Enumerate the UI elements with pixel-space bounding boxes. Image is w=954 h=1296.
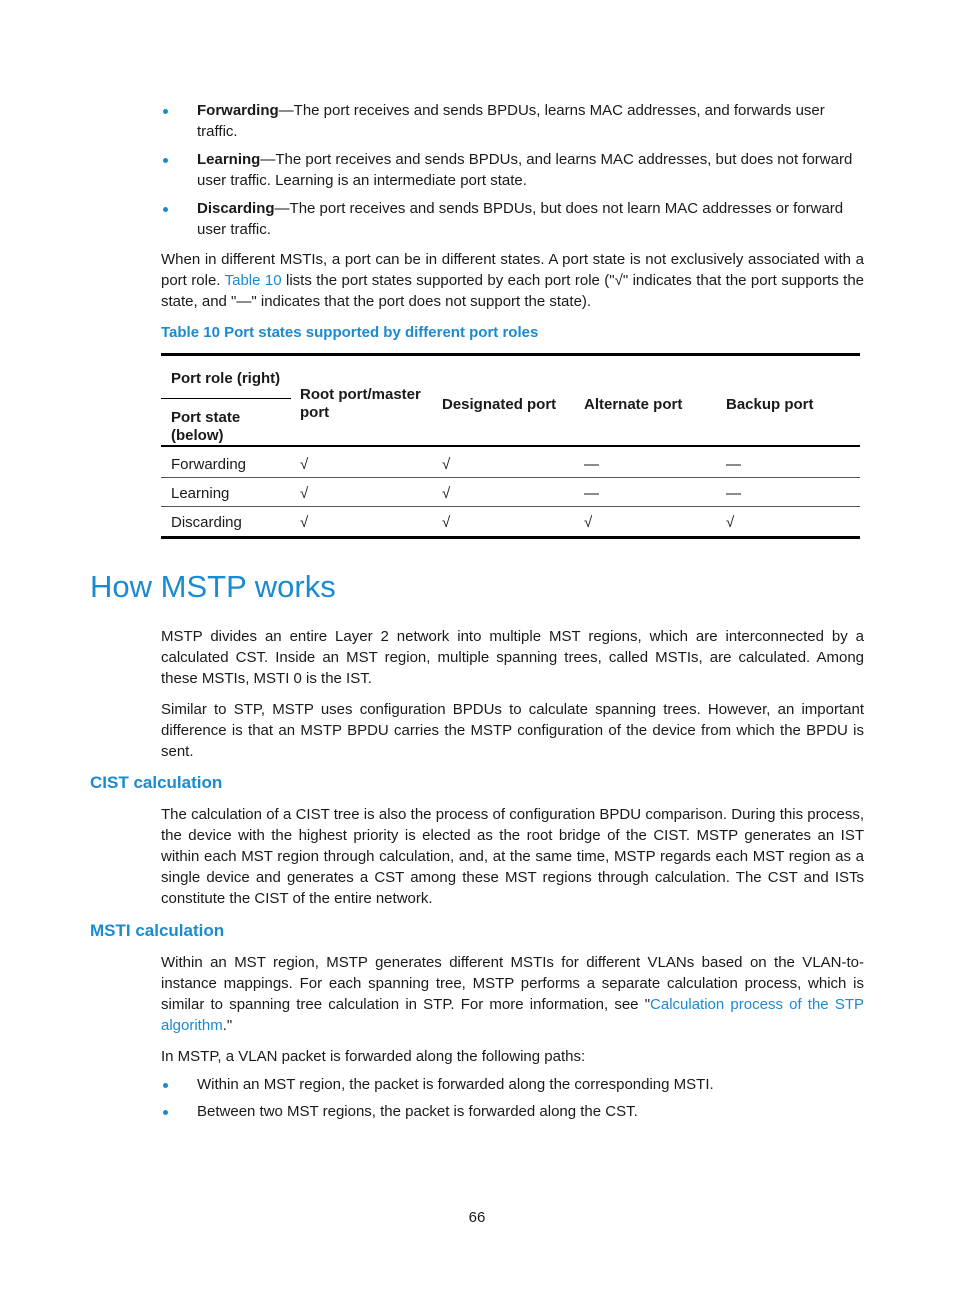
table-cell: — [584,485,599,502]
corner-header-bottom: Port state (below) [171,409,241,444]
paragraph: The calculation of a CIST tree is also the process of configuration BPDU comparison. During this process, the device with the highest priority is elected as the root bridge of the CIST. MSTP generates an IST within each MST region through calculation, and, at the same time, MSTP regards each MST region as a single device and generates a CST among these MST regions through calculation. The CST and ISTs constitute the CIST of the entire network. [161,806,864,907]
bullet-icon [163,1110,168,1115]
table-top-rule [161,353,860,356]
table-row-label: Forwarding [171,456,247,473]
bullet-text: —The port receives and sends BPDUs, and learns MAC addresses, but does not forward user traffic. Learning is an intermediate port state. [197,151,853,189]
table-cell: √ [300,514,309,531]
column-header: Backup port [726,396,814,413]
table-cell: √ [584,514,593,531]
column-header: Designated port [442,396,557,413]
bullet-text: —The port receives and sends BPDUs, learns MAC addresses, and forwards user traffic. [197,102,825,140]
bullet-text: Within an MST region, the packet is forwarded along the corresponding MSTI. [197,1076,714,1093]
bullet-icon [163,109,168,114]
table-cell: √ [442,456,451,473]
intro-text: When in different MSTIs, a port can be in different states. A port state is not exclusively associated with a port role. [161,251,864,289]
intro-text-tail: lists the port states supported by each port role ("√" indicates that the port supports the state, and "—" indicates that the port does not support the state). [161,272,865,310]
corner-divider [161,398,291,399]
paragraph [161,952,864,1036]
bullet-text: —The port receives and sends BPDUs, but does not learn MAC addresses or forward user traffic. [197,200,844,238]
table-cell: — [584,456,599,473]
section-title: How MSTP works [90,569,336,604]
column-header: Alternate port [584,396,683,413]
table-10-link[interactable]: Table 10 [224,272,282,289]
table-cell: — [726,456,741,473]
table-cell: √ [726,514,735,531]
paragraph: Similar to STP, MSTP uses configuration BPDUs to calculate spanning trees. However, an important difference is that an MSTP BPDU carries the MSTP configuration of the device from which the BPDU is sent. [161,701,864,760]
bullet-icon [163,158,168,163]
bullet-icon [163,207,168,212]
table-cell: — [726,485,741,502]
list-item [161,1101,864,1122]
list-item [161,100,864,142]
list-item [161,149,864,191]
table-cell: √ [442,514,451,531]
list-item [161,198,864,240]
row-divider [161,477,860,478]
table-bottom-rule [161,536,860,539]
table-caption: Table 10 Port states supported by different port roles [161,324,539,341]
row-divider [161,506,860,507]
corner-header-top: Port role (right) [171,370,281,387]
table-row-label: Discarding [171,514,242,531]
page-number: 66 [468,1209,486,1226]
table-cell: √ [300,485,309,502]
msti-text: Within an MST region, MSTP generates different MSTIs for different VLANs based on the VLAN-to-instance mappings. For each spanning tree, MSTP performs a separate calculation process, which is similar to spanning tree calculation in STP. For more information, see " [161,954,864,1013]
bullet-term: Forwarding [197,102,279,119]
bullet-term: Learning [197,151,261,168]
paragraph: MSTP divides an entire Layer 2 network into multiple MST regions, which are interconnected by a calculated CST. Inside an MST region, multiple spanning trees, called MSTIs, are calculated. Among these MSTIs, MSTI 0 is the IST. [161,628,864,687]
table-cell: √ [442,485,451,502]
list-item [161,1074,864,1095]
subsection-title-msti: MSTI calculation [90,921,225,940]
bullet-term: Discarding [197,200,275,217]
table-row-label: Learning [171,485,230,502]
column-header: Root port/master port [300,386,421,421]
header-bottom-rule [161,445,860,447]
stp-algorithm-link[interactable]: Calculation process of the STP algorithm [161,996,864,1034]
msti-text-tail: ." [222,1017,233,1034]
subsection-title-cist: CIST calculation [90,773,223,792]
bullet-text: Between two MST regions, the packet is forwarded along the CST. [197,1103,638,1120]
table-cell: √ [300,456,309,473]
intro-paragraph [161,249,864,312]
paragraph: In MSTP, a VLAN packet is forwarded along the following paths: [161,1048,586,1065]
bullet-icon [163,1083,168,1088]
